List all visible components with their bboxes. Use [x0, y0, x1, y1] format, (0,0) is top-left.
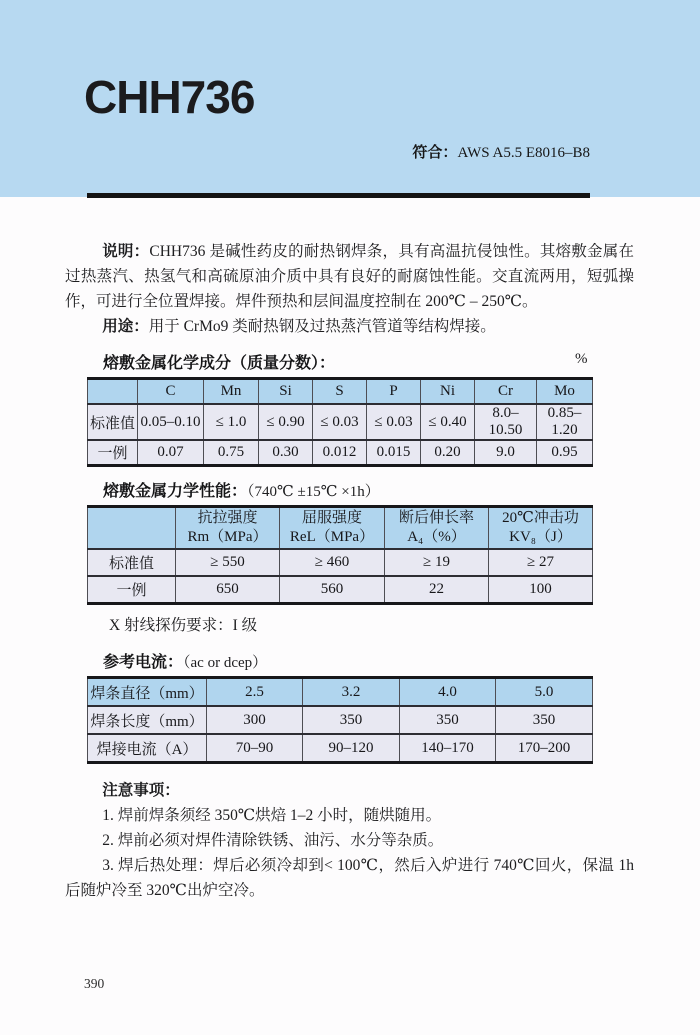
value-cell: 0.20: [421, 440, 475, 466]
description-text: CHH736 是碱性药皮的耐热钢焊条，具有高温抗侵蚀性。其熔敷金属在过热蒸汽、热氢气和高硫原油介质中具有良好的耐腐蚀性能。交直流两用，短弧操作，可进行全位置焊接。焊件预热和层间温度控制在 200℃ – 250℃。: [65, 243, 634, 310]
value-cell: 0.05–0.10: [138, 404, 204, 440]
value-cell: 170–200: [496, 734, 593, 763]
value-cell: 22: [385, 576, 489, 604]
chem-composition-table: [87, 377, 593, 467]
mech-header-row: [88, 507, 593, 550]
column-header: Ni: [421, 379, 475, 405]
value-cell: 0.75: [204, 440, 259, 466]
column-header-line2: ReL（MPa）: [289, 529, 375, 545]
column-header-line1: 断后伸长率: [398, 510, 474, 526]
mech-condition: （740℃ ±15℃ ×1h）: [247, 484, 380, 500]
page-body: [0, 197, 700, 903]
column-header: Cr: [475, 379, 537, 405]
row-label: 焊接电流（A）: [88, 734, 207, 763]
note-item: 2. 焊前必须对焊件清除铁锈、油污、水分等杂质。: [102, 832, 444, 849]
value-cell: ≤ 0.90: [259, 404, 313, 440]
mech-standard-row: [88, 549, 593, 576]
length-row: [88, 706, 593, 734]
value-cell: 3.2: [303, 678, 400, 707]
column-header: [176, 507, 280, 550]
value-cell: 0.85–1.20: [537, 404, 593, 440]
chem-section-header: [103, 350, 634, 372]
xray-requirement-note: X 射线探伤要求：I 级: [109, 617, 258, 634]
value-cell: ≤ 1.0: [204, 404, 259, 440]
mech-section-title: 熔敷金属力学性能：: [103, 483, 248, 500]
column-header: Si: [259, 379, 313, 405]
product-code-title: CHH736: [84, 71, 255, 123]
row-label: 一例: [88, 576, 176, 604]
notes-title: [65, 778, 634, 803]
value-cell: 560: [280, 576, 385, 604]
column-header-line1: 屈服强度: [301, 510, 362, 526]
value-cell: 5.0: [496, 678, 593, 707]
value-cell: ≥ 460: [280, 549, 385, 576]
mech-properties-table: [87, 505, 593, 605]
value-cell: 100: [489, 576, 593, 604]
value-cell: 350: [400, 706, 496, 734]
corner-cell: [88, 379, 138, 405]
column-header: C: [138, 379, 204, 405]
column-header-line2: KV₈（J）: [509, 529, 572, 545]
column-header: S: [313, 379, 367, 405]
value-cell: ≤ 0.03: [367, 404, 421, 440]
column-header: P: [367, 379, 421, 405]
value-cell: ≥ 550: [176, 549, 280, 576]
description-paragraph: [65, 239, 634, 314]
value-cell: ≤ 0.40: [421, 404, 475, 440]
value-cell: 0.012: [313, 440, 367, 466]
page-header: [0, 0, 700, 197]
mech-section-header: [103, 478, 634, 500]
value-cell: 140–170: [400, 734, 496, 763]
content-column: [65, 239, 634, 903]
value-cell: ≥ 19: [385, 549, 489, 576]
row-label: 焊条长度（mm）: [88, 706, 207, 734]
chem-unit-label: %: [575, 351, 588, 367]
value-cell: 4.0: [400, 678, 496, 707]
usage-label: 用途：: [102, 318, 149, 335]
corner-cell: [88, 507, 176, 550]
row-label: 焊条直径（mm）: [88, 678, 207, 707]
column-header: [385, 507, 489, 550]
compliance-label: 符合：: [412, 144, 458, 161]
value-cell: ≥ 27: [489, 549, 593, 576]
row-label: 标准值: [88, 404, 138, 440]
value-cell: 70–90: [207, 734, 303, 763]
compliance-line: [412, 143, 590, 163]
mech-example-row: [88, 576, 593, 604]
value-cell: 350: [496, 706, 593, 734]
note-item: 1. 焊前焊条须经 350℃烘焙 1–2 小时，随烘随用。: [102, 807, 442, 824]
notes-section: [65, 778, 634, 903]
chem-standard-row: [88, 404, 593, 440]
note-item: 3. 焊后热处理：焊后必须冷却到< 100℃，然后入炉进行 740℃回火，保温 1h 后随炉冷至 320℃出炉空冷。: [65, 857, 634, 899]
current-section-header: [103, 649, 634, 671]
value-cell: 300: [207, 706, 303, 734]
value-cell: 350: [303, 706, 400, 734]
column-header-line1: 20℃冲击功: [502, 510, 579, 526]
column-header: [280, 507, 385, 550]
row-label: 标准值: [88, 549, 176, 576]
value-cell: 9.0: [475, 440, 537, 466]
value-cell: 650: [176, 576, 280, 604]
diameter-row: [88, 678, 593, 707]
chem-header-row: [88, 379, 593, 405]
row-label: 一例: [88, 440, 138, 466]
current-condition: （ac or dcep）: [183, 655, 268, 671]
column-header: Mo: [537, 379, 593, 405]
chem-example-row: [88, 440, 593, 466]
usage-text: 用于 CrMo9 类耐热钢及过热蒸汽管道等结构焊接。: [148, 318, 496, 335]
value-cell: ≤ 0.03: [313, 404, 367, 440]
value-cell: 2.5: [207, 678, 303, 707]
usage-paragraph: [65, 314, 634, 339]
notes-title-label: 注意事项：: [102, 782, 180, 799]
column-header-line2: Rm（MPa）: [187, 529, 268, 545]
chem-section-title: 熔敷金属化学成分（质量分数）：: [103, 355, 336, 372]
current-section-title: 参考电流：: [103, 654, 184, 671]
column-header-line2: A₄（%）: [407, 529, 466, 545]
column-header: Mn: [204, 379, 259, 405]
value-cell: 0.30: [259, 440, 313, 466]
welding-current-row: [88, 734, 593, 763]
column-header-line1: 抗拉强度: [197, 510, 258, 526]
reference-current-table: [87, 676, 593, 764]
value-cell: 90–120: [303, 734, 400, 763]
value-cell: 0.95: [537, 440, 593, 466]
description-label: 说明：: [102, 243, 150, 260]
column-header: [489, 507, 593, 550]
value-cell: 8.0–10.50: [475, 404, 537, 440]
value-cell: 0.07: [138, 440, 204, 466]
page-number: 390: [84, 976, 105, 991]
value-cell: 0.015: [367, 440, 421, 466]
compliance-value: AWS A5.5 E8016–B8: [457, 145, 590, 161]
